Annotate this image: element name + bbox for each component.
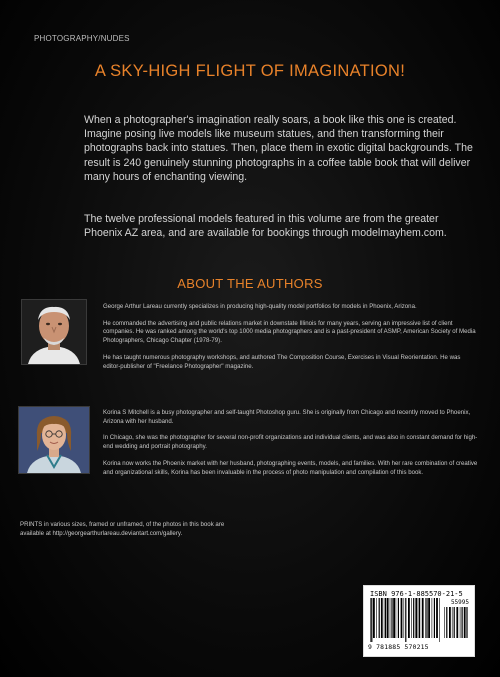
author2-bio-paragraph: Korina now works the Phoenix market with her husband, photographing events, models, and families. With her rare combination of creative and organizational skills, Korina has been invaluable in the process of photo manipulation and compilation of this book. <box>103 459 478 476</box>
author1-bio-paragraph: He commanded the advertising and public relations market in downstate Illinois for many years, serving an impressive list of client companies. He was ranked among the world's top 1000 media photographers and is a past-president of ASMP, American Society of Media Photographers, Chicago Chapter (1978-79). <box>103 319 476 345</box>
author2-portrait-image <box>19 407 89 473</box>
isbn-barcode <box>363 585 475 657</box>
prints-line: available at http://georgearthurlareau.deviantart.com/gallery. <box>20 529 183 537</box>
author2-bio <box>103 409 478 485</box>
intro-paragraph-1: When a photographer's imagination really soars, a book like this one is created. Imagine posing live models like museum statues, and then transforming their photographs back into statues. Then, place them in exotic digital backgrounds. The result is 240 genuinely stunning photographs in a coffee table book that will deliver many hours of enchanting viewing. <box>84 114 473 183</box>
author2-photo <box>18 406 90 474</box>
author1-bio-paragraph: He has taught numerous photography workshops, and authored The Composition Course, Exercises in Visual Reorientation. He was editor-publisher of "Freelance Photographer" magazine. <box>103 353 461 370</box>
barcode-digits: 9 781885 570215 <box>368 643 429 651</box>
headline: A SKY-HIGH FLIGHT OF IMAGINATION! <box>94 62 406 80</box>
author1-bio <box>103 303 478 379</box>
price-code: 55995 <box>450 599 469 606</box>
author2-bio-paragraph: Korina S Mitchell is a busy photographer and self-taught Photoshop guru. She is originally from Chicago and recently moved to Phoenix, Arizona with her husband. <box>103 409 471 425</box>
prints-notice <box>20 521 320 538</box>
barcode-bars <box>370 598 440 642</box>
barcode-addon-bars <box>444 607 468 642</box>
intro-paragraph-2: The twelve professional models featured in this volume are from the greater Phoenix AZ area, and are available for bookings through modelmayhem.com. <box>84 213 447 240</box>
author2-bio-paragraph: In Chicago, she was the photographer for several non-profit organizations and individual clients, and was also in constant demand for high-end wedding and portrait photography. <box>103 434 478 451</box>
prints-line: PRINTS in various sizes, framed or unframed, of the photos in this book are <box>20 521 225 528</box>
author1-portrait-image <box>22 300 86 364</box>
about-authors-title: ABOUT THE AUTHORS <box>177 276 323 291</box>
category-label: PHOTOGRAPHY/NUDES <box>34 34 130 43</box>
isbn-text: ISBN 976-1-885570-21-5 <box>370 590 463 598</box>
author1-bio-paragraph: George Arthur Lareau currently specializes in producing high-quality model portfolios for models in Phoenix, Arizona. <box>103 303 417 310</box>
author1-photo <box>21 299 87 365</box>
